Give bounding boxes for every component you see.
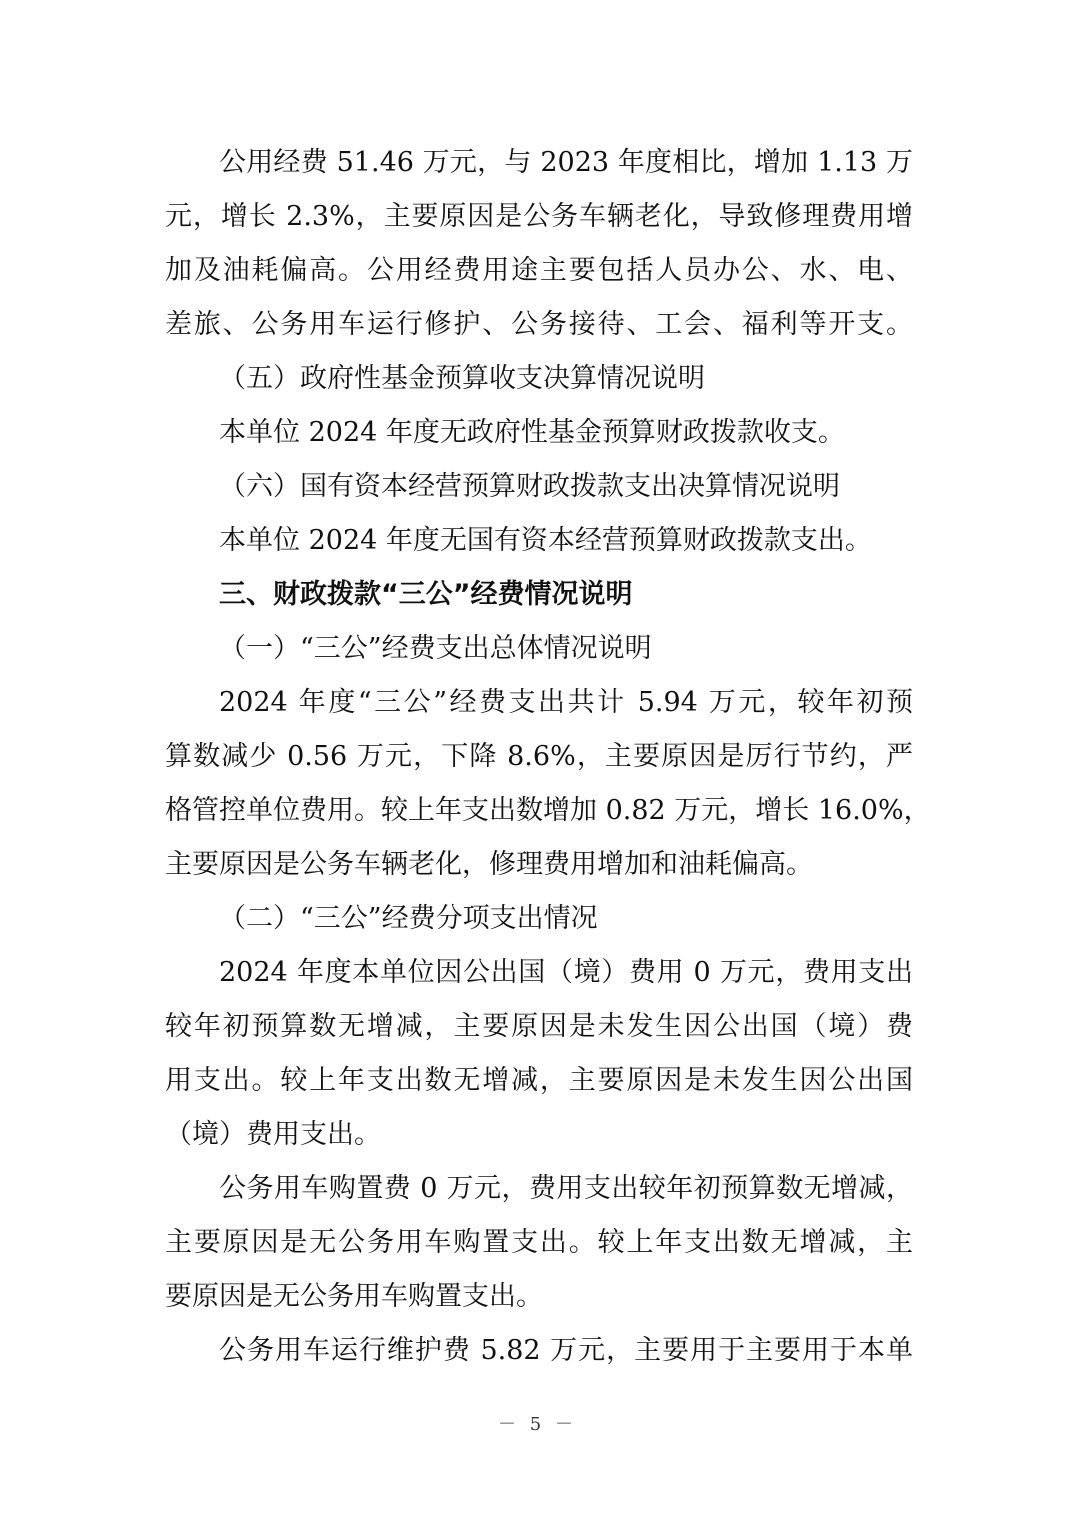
paragraph-state-capital [165,514,913,568]
paragraph-overseas [165,946,913,1162]
page-number: － 5 － [498,1414,577,1435]
text-line: 元，增长 2.3%，主要原因是公务车辆老化，导致修理费用增 [165,201,913,232]
text-line: 公务用车运行维护费 5.82 万元，主要用于主要用于本单 [219,1335,913,1366]
heading-itemized: （二）“三公”经费分项支出情况 [219,903,598,934]
document-body [165,136,931,1378]
text-line: 较年初预算数无增减，主要原因是未发生因公出国（境）费 [165,1011,913,1042]
text-line: 格管控单位费用。较上年支出数增加 0.82 万元，增长 16.0%， [165,795,931,826]
text-line: （境）费用支出。 [165,1119,381,1150]
paragraph-vehicle-purchase [165,1162,913,1324]
text-line: 主要原因是公务车辆老化，修理费用增加和油耗偏高。 [165,849,813,880]
heading-state-capital: （六）国有资本经营预算财政拨款支出决算情况说明 [219,471,840,502]
paragraph-public-expenses [165,136,913,352]
text-line: 2024 年度本单位因公出国（境）费用 0 万元，费用支出 [219,957,913,988]
text-line: 要原因是无公务用车购置支出。 [165,1281,543,1312]
text-line: 主要原因是无公务用车购置支出。较上年支出数无增减，主 [165,1227,913,1258]
text-line: 用支出。较上年支出数无增减，主要原因是未发生因公出国 [165,1065,913,1096]
text-line: 加及油耗偏高。公用经费用途主要包括人员办公、水、电、 [165,255,913,286]
text-line: 本单位 2024 年度无国有资本经营预算财政拨款支出。 [219,525,872,556]
paragraph-government-fund [165,406,913,460]
paragraph-vehicle-maintenance [165,1324,913,1378]
text-line: 差旅、公务用车运行修护、公务接待、工会、福利等开支。 [165,309,913,340]
text-line: 公用经费 51.46 万元，与 2023 年度相比，增加 1.13 万 [219,147,913,178]
paragraph-overall [165,676,931,892]
text-line: 公务用车购置费 0 万元，费用支出较年初预算数无增减， [219,1173,913,1204]
section-heading-three-public: 三、财政拨款“三公”经费情况说明 [219,579,633,610]
text-line: 算数减少 0.56 万元，下降 8.6%，主要原因是厉行节约，严 [165,741,913,772]
text-line: 2024 年度“三公”经费支出共计 5.94 万元，较年初预 [219,687,913,718]
heading-overall: （一）“三公”经费支出总体情况说明 [219,633,652,664]
heading-government-fund: （五）政府性基金预算收支决算情况说明 [219,363,705,394]
text-line: 本单位 2024 年度无政府性基金预算财政拨款收支。 [219,417,845,448]
